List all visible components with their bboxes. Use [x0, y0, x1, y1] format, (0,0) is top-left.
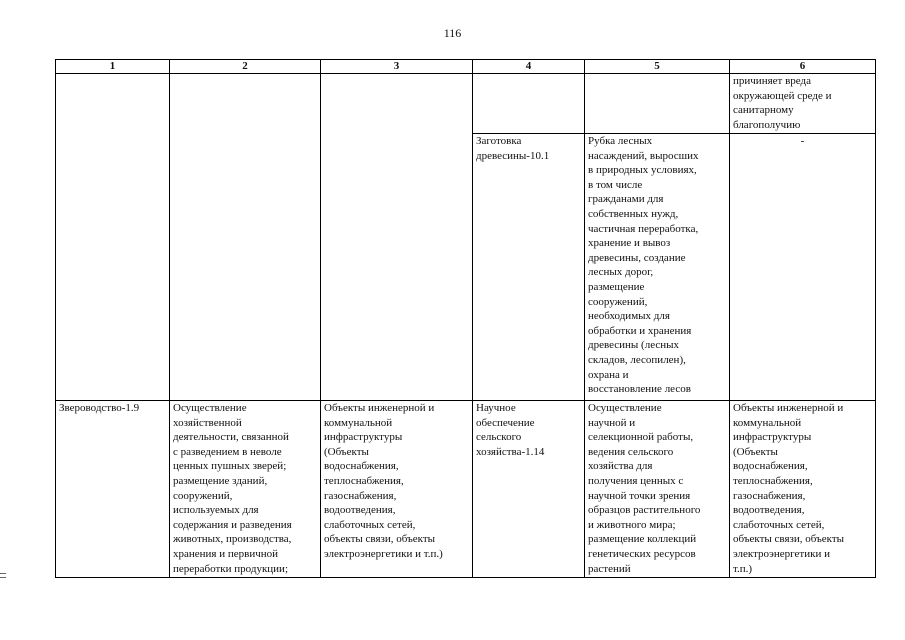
cell-line: газоснабжения, — [324, 489, 397, 502]
cell-line: насаждений, выросших — [588, 149, 699, 162]
cell-line: хозяйства для — [588, 460, 653, 473]
cell-line: гражданами для — [588, 193, 664, 206]
table-row — [56, 401, 876, 578]
cell-line: электроэнергетики и — [733, 547, 830, 560]
cell-line: объекты связи, объекты — [733, 533, 845, 546]
cell-line: Звероводство-1.9 — [59, 402, 140, 414]
cell-line: причиняет вреда — [733, 75, 811, 87]
cell-line: (Объекты — [733, 445, 778, 458]
row3-col4-cell — [473, 401, 585, 578]
cell-line: (Объекты — [324, 445, 369, 458]
cell-line: слаботочных сетей, — [324, 518, 416, 531]
header-row — [56, 60, 876, 74]
cell-line: переработки продукции; — [173, 562, 289, 575]
cell-line: теплоснабжения, — [324, 474, 404, 487]
header-col-1: 1 — [56, 60, 170, 74]
cell-line: водоотведения, — [324, 504, 396, 517]
cell-line: т.п.) — [733, 562, 753, 575]
cell-line: необходимых для — [588, 310, 670, 323]
table-row — [56, 74, 876, 134]
cell-line: коммунальной — [733, 416, 802, 429]
cell-line: объекты связи, объекты — [324, 533, 436, 546]
cell-line: сооружений, — [173, 489, 233, 502]
cell-line: Рубка лесных — [588, 135, 653, 147]
cell-line: хранение и вывоз — [588, 237, 671, 250]
cell-line: слаботочных сетей, — [733, 518, 825, 531]
cell-line: с разведением в неволе — [173, 445, 282, 458]
row3-col6-cell — [730, 401, 876, 578]
cell-line: древесины-10.1 — [476, 149, 550, 162]
cell-line: окружающей среде и — [733, 89, 832, 102]
cell-line: частичная переработка, — [588, 222, 699, 235]
cell-line: ценных пушных зверей; — [173, 460, 287, 473]
row3-col5-cell — [585, 401, 730, 578]
row2-col5-cell — [585, 134, 730, 401]
cell-line: сельского — [476, 431, 522, 444]
cell-line: содержания и разведения — [173, 518, 292, 531]
cell-line: хранения и первичной — [173, 547, 279, 560]
cell-line: обработки и хранения — [588, 324, 692, 337]
row2-col4-cell — [473, 134, 585, 401]
cell-line: используемых для — [173, 504, 259, 517]
row2-col6-cell: - — [730, 134, 876, 401]
row1-col3-cell — [321, 74, 473, 401]
row1-col6-cell — [730, 74, 876, 134]
cell-line: восстановление лесов — [588, 383, 691, 396]
header-col-5: 5 — [585, 60, 730, 74]
cell-line: размещение — [588, 280, 645, 293]
cell-line: получения ценных с — [588, 474, 684, 487]
page-number: 116 — [443, 26, 462, 40]
cell-line: санитарному — [733, 104, 794, 117]
cell-line: Объекты инженерной и — [324, 402, 435, 414]
cell-line: Осуществление — [588, 402, 662, 414]
cell-line: сооружений, — [588, 295, 648, 308]
cell-line: водоотведения, — [733, 504, 805, 517]
cell-line: коммунальной — [324, 416, 393, 429]
row3-col2-cell — [170, 401, 321, 578]
row1-col2-cell — [170, 74, 321, 401]
header-col-6: 6 — [730, 60, 876, 74]
cell-line: научной и — [588, 416, 636, 429]
cell-line: Осуществление — [173, 402, 247, 414]
cell-line: хозяйственной — [173, 416, 242, 429]
cell-line: теплоснабжения, — [733, 474, 813, 487]
cell-line: инфраструктуры — [324, 431, 403, 444]
cell-line: в том числе — [588, 178, 643, 191]
cell-line: обеспечение — [476, 416, 535, 429]
cell-line: ведения сельского — [588, 445, 674, 458]
cell-line: селекционной работы, — [588, 431, 694, 444]
cell-line: инфраструктуры — [733, 431, 812, 444]
cell-line: собственных нужд, — [588, 207, 679, 220]
row1-col5-cell — [585, 74, 730, 134]
cell-line: водоснабжения, — [324, 460, 399, 473]
cell-line: водоснабжения, — [733, 460, 808, 473]
header-col-3: 3 — [321, 60, 473, 74]
cell-line: размещение зданий, — [173, 474, 268, 487]
row1-col4-cell — [473, 74, 585, 134]
cell-line: научной точки зрения — [588, 489, 691, 502]
zoning-table — [55, 59, 876, 578]
cell-line: растений — [588, 562, 631, 575]
cell-line: Научное — [476, 402, 516, 414]
cell-line: деятельности, связанной — [173, 431, 289, 444]
cell-line: Объекты инженерной и — [733, 402, 844, 414]
row1-col1-cell — [56, 74, 170, 401]
cell-line: и животного мира; — [588, 518, 676, 531]
cell-line: электроэнергетики и т.п.) — [324, 547, 443, 560]
cell-line: хозяйства-1.14 — [476, 445, 545, 458]
margin-mark — [0, 573, 6, 578]
cell-line: лесных дорог, — [588, 266, 654, 279]
cell-line: складов, лесопилен), — [588, 353, 686, 366]
cell-line: благополучию — [733, 118, 801, 131]
cell-line: охрана и — [588, 368, 629, 381]
row3-col1-cell — [56, 401, 170, 578]
header-col-2: 2 — [170, 60, 321, 74]
cell-line: животных, производства, — [173, 533, 292, 546]
cell-line: образцов растительного — [588, 504, 701, 517]
cell-line: древесины (лесных — [588, 339, 680, 352]
cell-line: древесины, создание — [588, 251, 686, 264]
cell-line: размещение коллекций — [588, 533, 697, 546]
cell-line: газоснабжения, — [733, 489, 806, 502]
header-col-4: 4 — [473, 60, 585, 74]
cell-line: в природных условиях, — [588, 164, 697, 177]
cell-line: генетических ресурсов — [588, 547, 696, 560]
row3-col3-cell — [321, 401, 473, 578]
cell-line: Заготовка — [476, 135, 522, 147]
